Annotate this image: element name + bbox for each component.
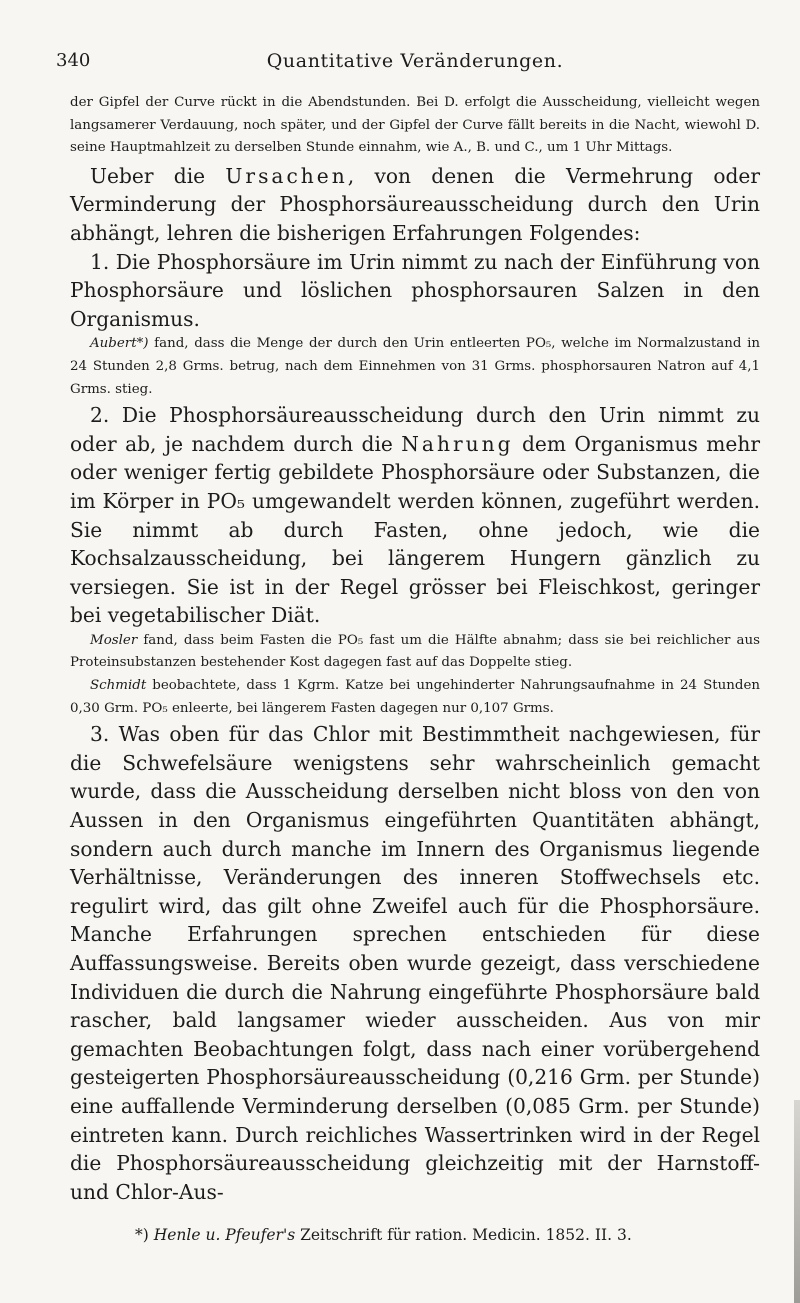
note-schmidt: Schmidt beobachtete, dass 1 Kgrm. Katze bei ungehinderter Nahrungsaufnahme in 24 Stunden 0,30 Grm. PO₅ enleerte, bei längerem Fasten dagegen nur 0,107 Grms.	[70, 678, 760, 716]
note-aubert: Aubert*) fand, dass die Menge der durch den Urin entleerten PO₅, welche im Normalzustand in 24 Stunden 2,8 Grms. betrug, nach dem Einnehmen von 31 Grms. phosphorsauren Natron auf 4,1 Grms. stieg.	[70, 336, 760, 397]
note-mosler: Mosler fand, dass beim Fasten die PO₅ fast um die Hälfte abnahm; dass sie bei reichlicher aus Proteinsubstanzen bestehender Kost dagegen fast auf das Doppelte stieg.	[70, 632, 760, 671]
section-intro: Ueber die Ursachen, von denen die Vermehrung oder Verminderung der Phosphorsäureausscheidung durch den Urin abhängt, lehren die bisherigen Erfahrungen Folgendes:	[70, 163, 761, 245]
point-3: 3. Was oben für das Chlor mit Bestimmtheit nachgewiesen, für die Schwefelsäure wenigstens sehr wahrscheinlich gemacht wurde, dass die Ausscheidung derselben nicht bloss von den von Aussen in den Organismus eingeführten Quantitäten abhängt, sondern auch durch manche im Innern des Organismus liegende Verhältnisse, Veränderungen des inneren Stoffwechsels etc. regulirt wird, das gilt ohne Zweifel auch für die Phosphorsäure. Manche Erfahrungen sprechen entschieden für diese Auffassungsweise. Bereits oben wurde gezeigt, dass verschiedene Individuen die durch die Nahrung eingeführte Phosphorsäure bald rascher, bald langsamer wieder ausscheiden. Aus von mir gemachten Beobachtungen folgt, dass nach einer vorübergehend gesteigerten Phosphorsäureausscheidung (0,216 Grm. per Stunde) eine auffallende Verminderung derselben (0,085 Grm. per Stunde) eintreten kann. Durch reichliches Wassertrinken wird in der Regel die Phosphorsäureausscheidung gleichzeitig mit der Harnstoff- und Chlor-Aus-	[70, 722, 760, 1204]
page-edge-shadow	[794, 1100, 800, 1303]
point-2: 2. Die Phosphorsäureausscheidung durch den Urin nimmt zu oder ab, je nachdem durch die Nahrung dem Organismus mehr oder weniger fertig gebildete Phosphorsäure oder Substanzen, die im Körper in PO₅ umgewandelt werden können, zugeführt werden. Sie nimmt ab durch Fasten, ohne jedoch, wie die Kochsalzausscheidung, bei längerem Hungern gänzlich zu versiegen. Sie ist in der Regel grösser bei Fleischkost, geringer bei vegetabilischer Diät.	[70, 403, 760, 628]
page-header	[56, 50, 760, 76]
point-1: 1. Die Phosphorsäure im Urin nimmt zu nach der Einführung von Phosphorsäure und löslichen phosphorsauren Salzen in den Organismus.	[70, 249, 760, 331]
page-body	[56, 50, 761, 1206]
page-number: 340	[56, 50, 91, 71]
running-title: Quantitative Veränderungen.	[266, 50, 564, 72]
footnote: *) Henle u. Pfeufer's Zeitschrift für ration. Medicin. 1852. II. 3.	[135, 1226, 632, 1244]
intro-paragraph: der Gipfel der Curve rückt in die Abendstunden. Bei D. erfolgt die Ausscheidung, vielleicht wegen langsamerer Verdauung, noch später, und der Gipfel der Curve fällt bereits in die Nacht, wiewohl D. seine Hauptmahlzeit zu derselben Stunde einnahm, wie A., B. und C., um 1 Uhr Mittags.	[70, 95, 760, 156]
